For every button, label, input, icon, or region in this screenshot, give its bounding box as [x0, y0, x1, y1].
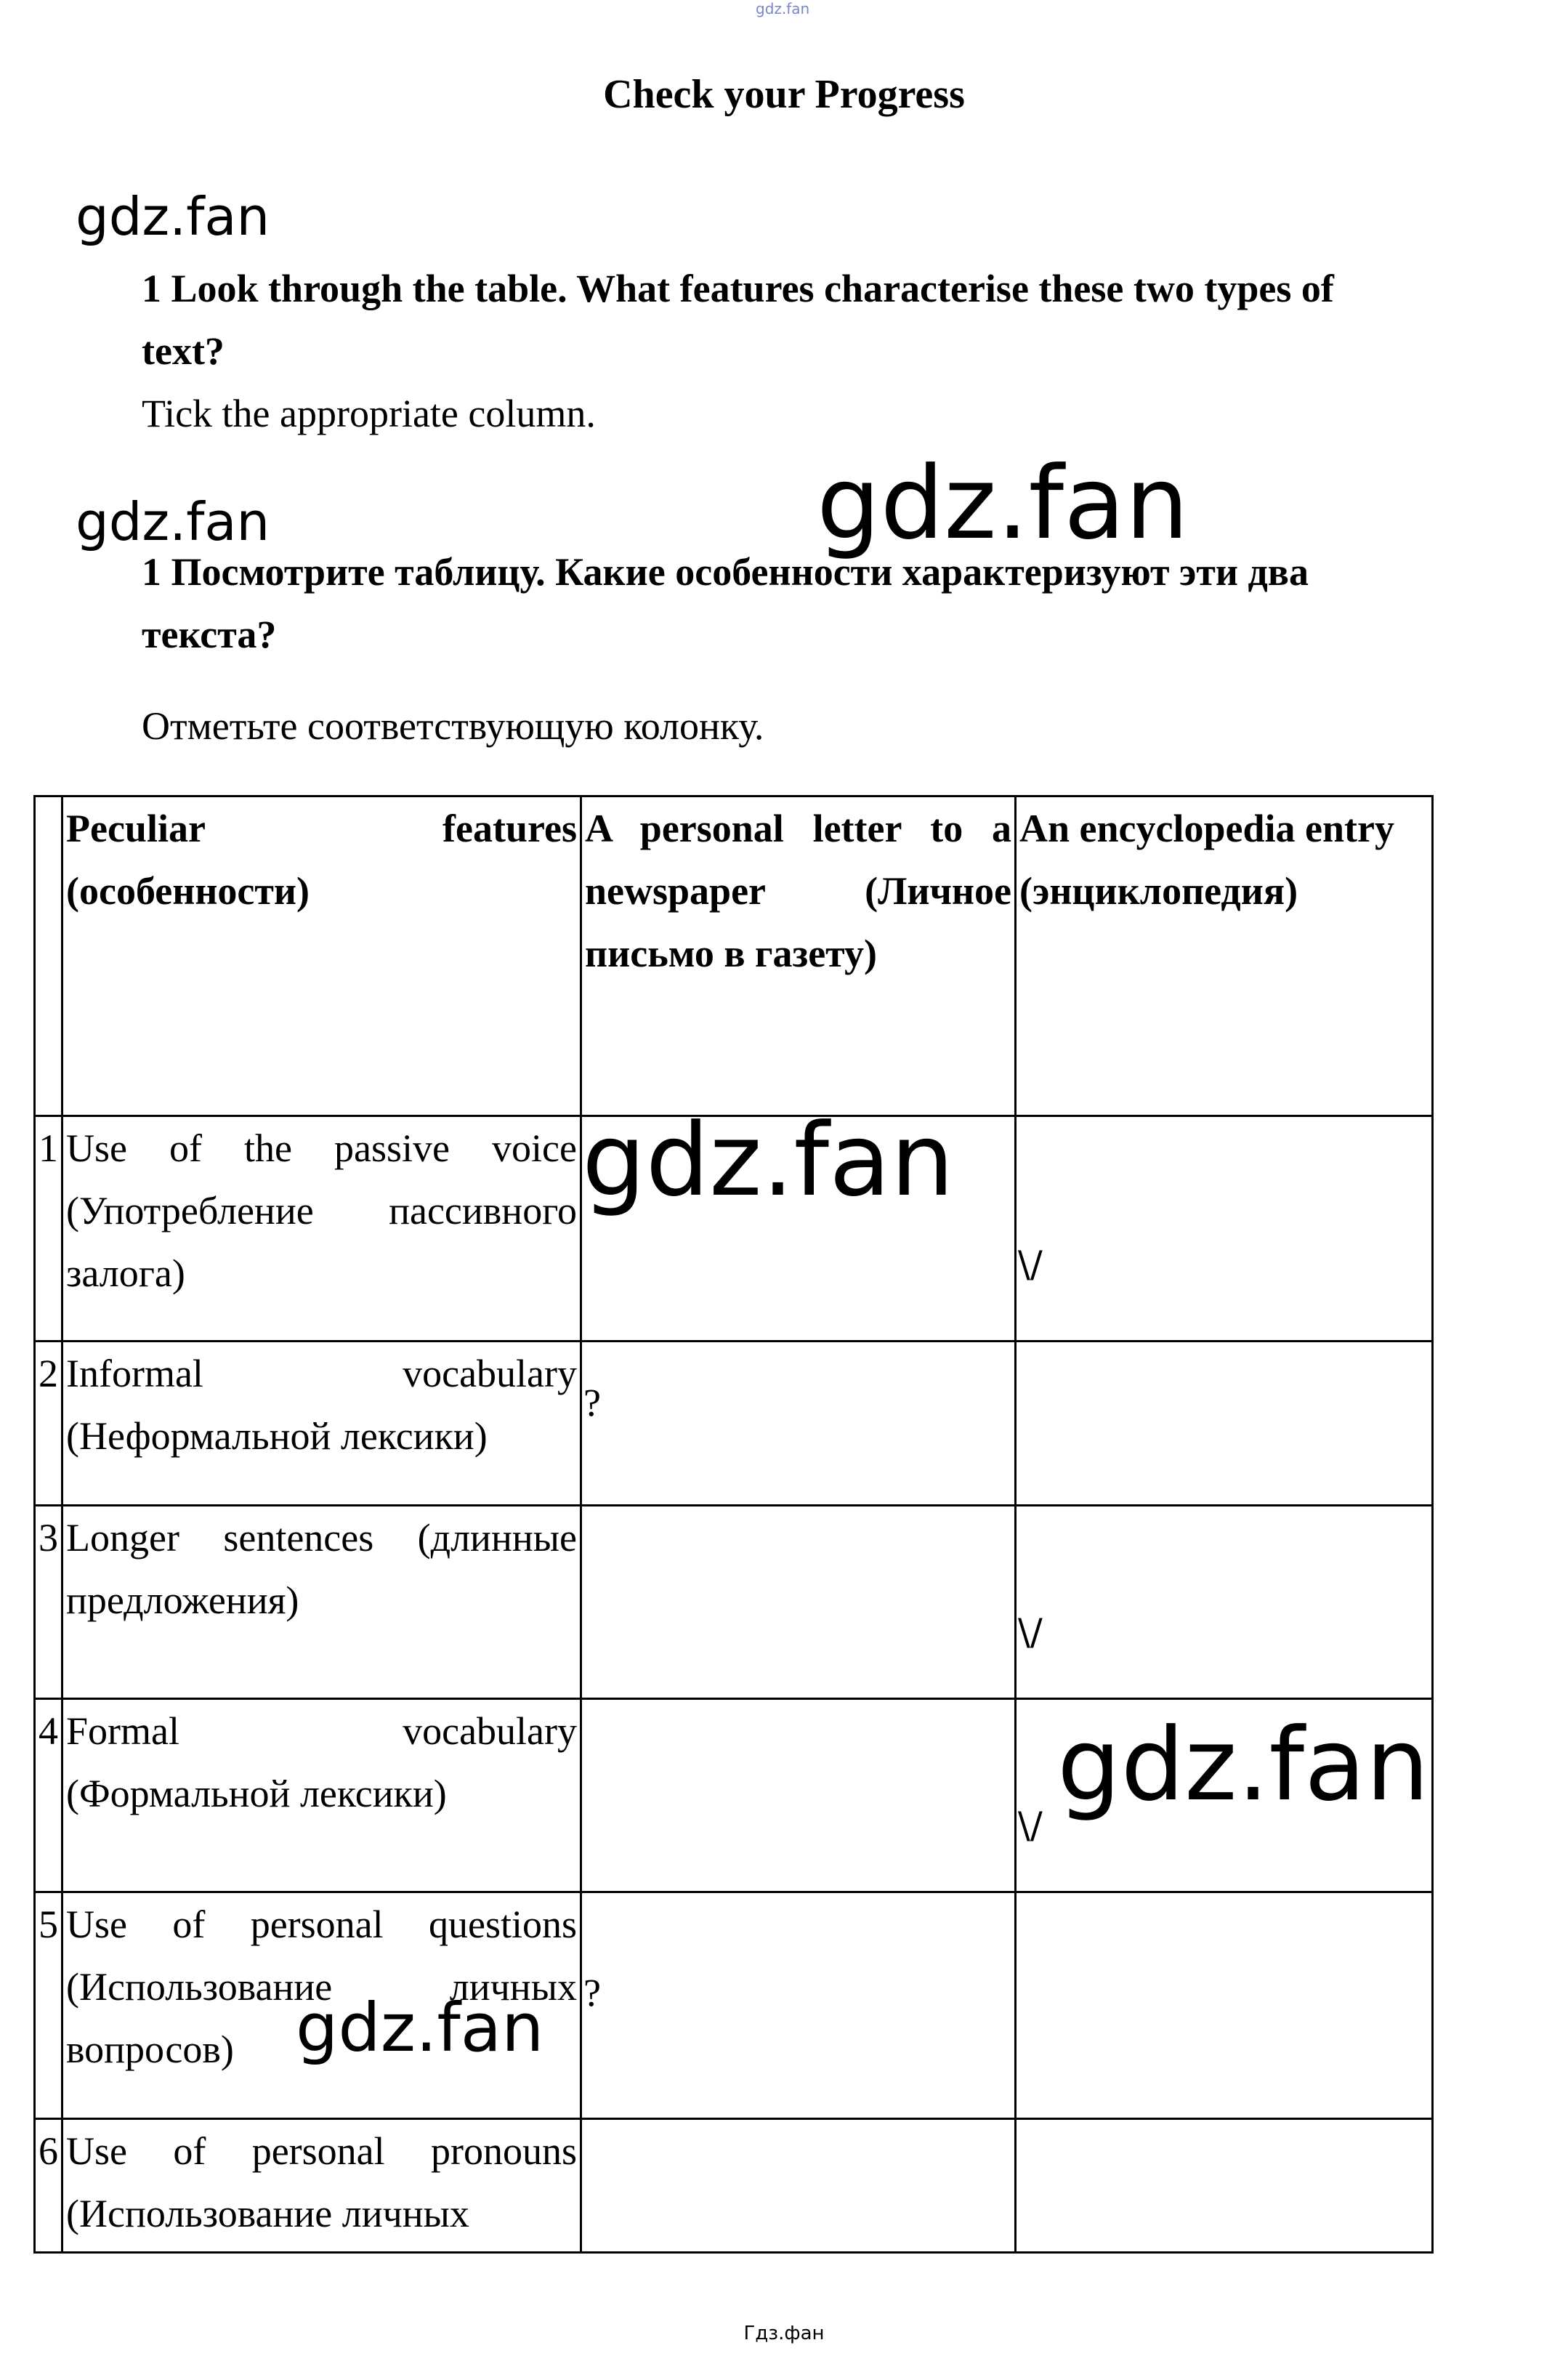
table-row — [35, 1116, 1433, 1342]
row-number: 4 — [35, 1699, 62, 1892]
task-ru-instruction: Отметьте соответствующую колонку. — [142, 704, 764, 748]
row-number: 5 — [35, 1892, 62, 2119]
table-row — [35, 1699, 1433, 1892]
row-feature: Use of the passive voice (Употребление пассивного залога) — [62, 1116, 581, 1342]
row-number: 2 — [35, 1342, 62, 1506]
watermark-6: gdz.fan — [296, 1989, 544, 2067]
row-encyclopedia-cell — [1016, 1892, 1433, 2119]
row-encyclopedia-cell — [1016, 1116, 1433, 1342]
table-row — [35, 1506, 1433, 1699]
row-letter-cell — [581, 1699, 1016, 1892]
page-footer: Гдз.фан — [743, 2323, 825, 2344]
header-features: Peculiar features (особенности) — [62, 796, 581, 1116]
row-number: 1 — [35, 1116, 62, 1342]
watermark-3: gdz.fan — [817, 445, 1189, 562]
watermark-2: gdz.fan — [76, 491, 270, 552]
row-encyclopedia-cell — [1016, 2119, 1433, 2253]
tick-mark: \/ — [1018, 1243, 1043, 1286]
row-letter-cell — [581, 1102, 1016, 1342]
header-letter: A personal letter to a newspaper (Личное письмо в газету) — [581, 796, 1016, 1116]
row-encyclopedia-cell — [1016, 1506, 1433, 1699]
tick-mark: \/ — [1018, 1804, 1043, 1847]
row-letter-cell — [581, 2119, 1016, 2253]
row-letter-cell — [581, 1342, 1016, 1506]
row-number: 6 — [35, 2119, 62, 2253]
row-encyclopedia-cell — [1016, 1342, 1433, 1506]
row-feature: Formal vocabulary (Формальной лексики) — [62, 1699, 581, 1892]
row-letter-cell — [581, 1892, 1016, 2119]
watermark-1: gdz.fan — [76, 186, 270, 247]
row-feature: Informal vocabulary (Неформальной лексики) — [62, 1342, 581, 1506]
features-table — [33, 795, 1434, 2254]
row-letter-cell — [581, 1506, 1016, 1699]
row-encyclopedia-cell — [1016, 1699, 1433, 1892]
page-title: Check your Progress — [603, 72, 965, 117]
table-row — [35, 2119, 1433, 2253]
row-feature: Use of personal pronouns (Использование личных — [62, 2119, 581, 2253]
watermark-5: gdz.fan — [1057, 1706, 1430, 1823]
task-en-instruction: Tick the appropriate column. — [142, 392, 596, 435]
watermark-4: gdz.fan — [582, 1102, 955, 1219]
task-ru-heading: 1 Посмотрите таблицу. Какие особенности характеризуют эти два текста? — [142, 550, 1309, 656]
table-row — [35, 1892, 1433, 2119]
task-en-heading: 1 Look through the table. What features characterise these two types of text? — [142, 267, 1334, 373]
table-header-row — [35, 796, 1433, 1116]
header-encyclopedia: An encyclopedia entry (энциклопедия) — [1016, 796, 1433, 1116]
row-feature: Use of personal questions (Использование личных вопросов) gdz.fan — [62, 1892, 581, 2119]
row-feature: Longer sentences (длинные предложения) — [62, 1506, 581, 1699]
row-number: 3 — [35, 1506, 62, 1699]
question-mark: ? — [583, 1381, 601, 1424]
tick-mark: \/ — [1018, 1611, 1043, 1653]
watermark-top: gdz.fan — [756, 0, 810, 17]
table-row — [35, 1342, 1433, 1506]
question-mark: ? — [583, 1971, 601, 2014]
